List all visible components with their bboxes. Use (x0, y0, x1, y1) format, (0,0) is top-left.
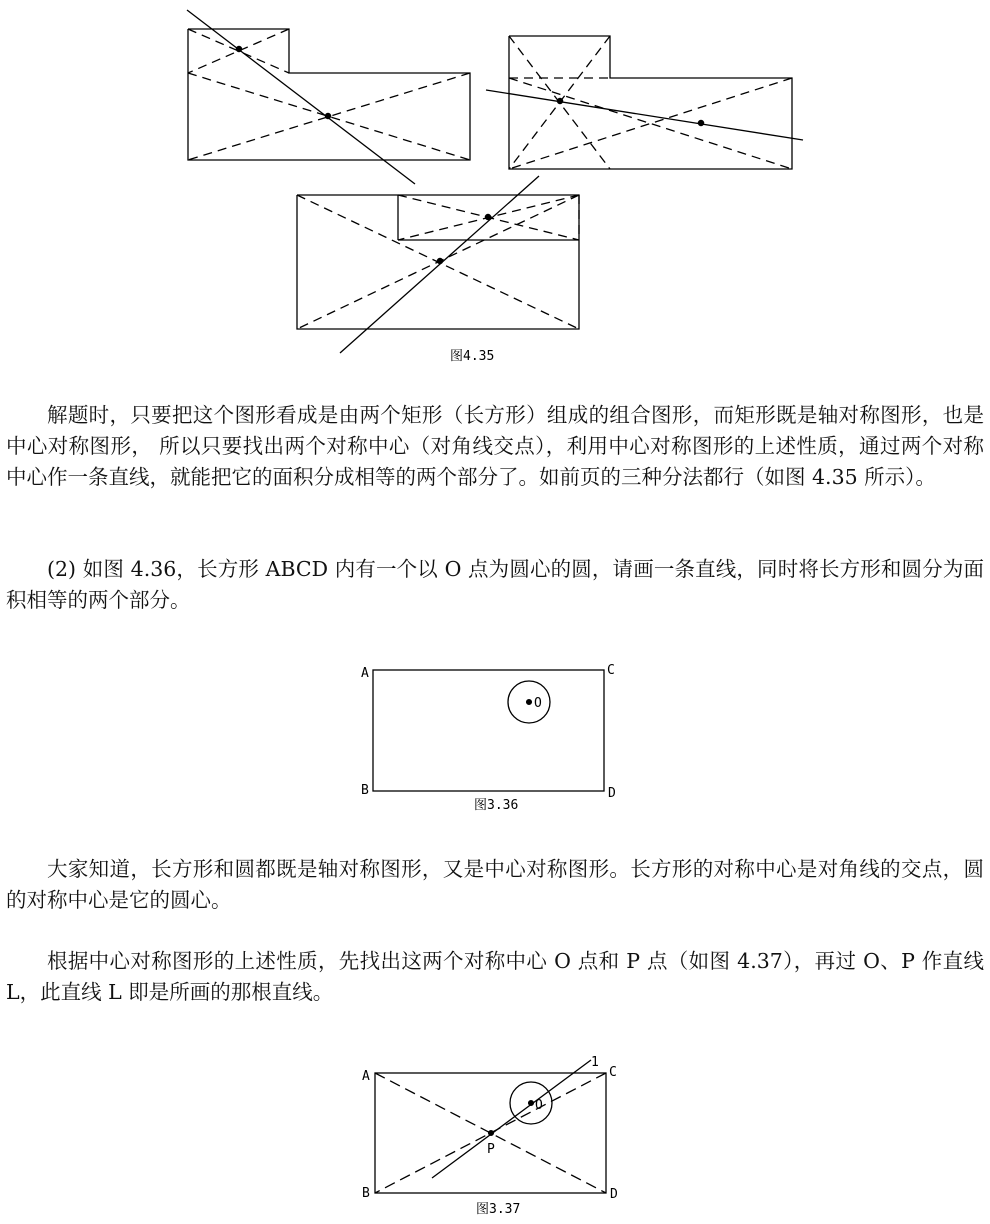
fig337-point-p (489, 1131, 494, 1136)
paragraph-1: 解题时，只要把这个图形看成是由两个矩形（长方形）组成的组合图形，而矩形既是轴对称图形，也是中心对称图形， 所以只要找出两个对称中心（对角线交点），利用中心对称图形的上述性质，通过两个对称中心作一条直线，就能把它的面积分成相等的两个部分了。如前页的三种分法都行（如图 4.35 所示）。 (6, 403, 984, 489)
fig337-diagonals (375, 1073, 606, 1193)
paragraph-3: 大家知道，长方形和圆都既是轴对称图形，又是中心对称图形。长方形的对称中心是对角线的交点，圆的对称中心是它的圆心。 (6, 857, 984, 912)
paragraph-2: (2) 如图 4.36，长方形 ABCD 内有一个以 O 点为圆心的圆，请画一条直线，同时将长方形和圆分为面积相等的两个部分。 (6, 557, 984, 612)
fig337-line-l (432, 1060, 591, 1178)
fig337-label-b: B (362, 1186, 370, 1201)
fig337-label-p: P (487, 1142, 495, 1157)
fig337-label-o: O (535, 1098, 543, 1113)
fig337-label-c: C (609, 1065, 617, 1080)
fig336-label-c: C (607, 663, 615, 678)
fig337-caption: 图3.37 (476, 1202, 521, 1217)
fig337-circle (510, 1082, 552, 1124)
fig435-right-shape (486, 36, 803, 169)
fig435-left-shape (187, 10, 470, 184)
fig337-label-l: 1 (591, 1055, 599, 1070)
fig336-caption: 图3.36 (474, 798, 519, 813)
fig337-label-d: D (610, 1187, 618, 1202)
fig435-caption: 图4.35 (450, 349, 495, 364)
fig336-circle (508, 681, 550, 723)
fig337-label-a: A (362, 1069, 370, 1084)
fig336-label-a: A (361, 666, 369, 681)
fig435-bottom-shape (297, 176, 579, 353)
fig336-label-b: B (361, 783, 369, 798)
fig337-point-o (529, 1101, 534, 1106)
fig336-center-point (527, 700, 532, 705)
figure-4-35 (0, 0, 990, 370)
fig336-label-o: O (534, 696, 542, 711)
fig337-rectangle (375, 1073, 606, 1193)
fig336-rectangle (373, 670, 604, 791)
fig336-label-d: D (608, 786, 616, 801)
paragraph-4: 根据中心对称图形的上述性质，先找出这两个对称中心 O 点和 P 点（如图 4.37），再过 O、P 作直线 L，此直线 L 即是所画的那根直线。 (6, 949, 984, 1004)
